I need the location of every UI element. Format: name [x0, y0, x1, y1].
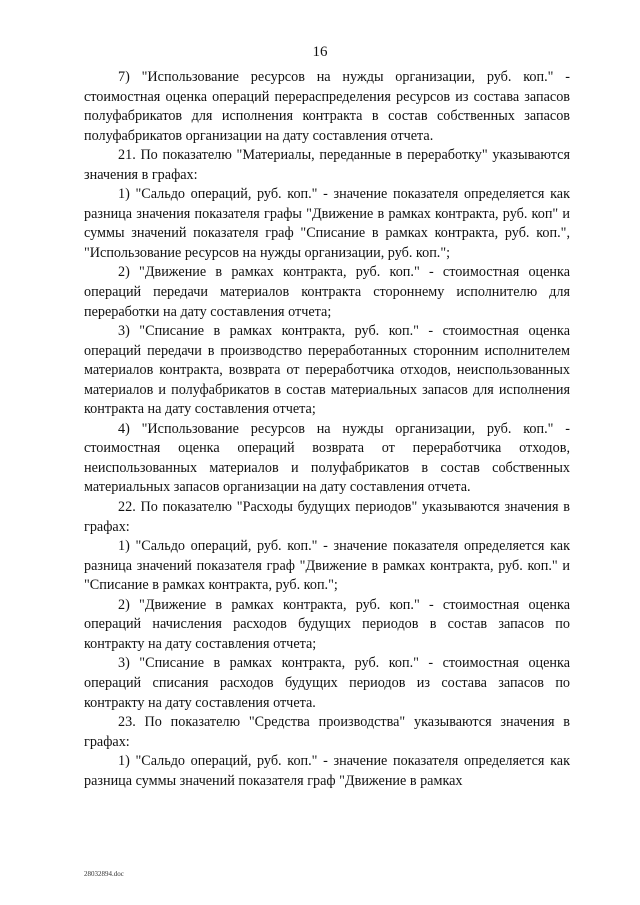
paragraph-21-item-4: 4) "Использование ресурсов на нужды организации, руб. коп." - стоимостная оценка операций возврата от переработчика отходов, неиспользованных материалов и полуфабрикатов в состав собственных материальных запасов организации на дату составления отчета.	[84, 420, 570, 496]
document-file-code: 28032894.doc	[84, 870, 124, 878]
paragraph-21-heading: 21. По показателю "Материалы, переданные в переработку" указываются значения в графах:	[84, 147, 570, 183]
paragraph-22-item-2: 2) "Движение в рамках контракта, руб. коп." - стоимостная оценка операций начисления расходов будущих периодов в состав запасов по контракту на дату составления отчета;	[84, 596, 570, 652]
page-number: 16	[312, 44, 328, 60]
paragraph-21-item-3: 3) "Списание в рамках контракта, руб. коп." - стоимостная оценка операций передачи в производство переработанных сторонним исполнителем материалов контракта, возврата от переработчика отходов, неиспользованных материалов и полуфабрикатов в состав материальных запасов для исполнения контракта на дату составления отчета;	[84, 323, 570, 418]
paragraph-item-7-resource-use: 7) "Использование ресурсов на нужды организации, руб. коп." - стоимостная оценка операций перераспределения ресурсов из состава запасов полуфабрикатов для исполнения контракта в состав собственных запасов полуфабрикатов организации на дату составления отчета.	[84, 69, 570, 144]
paragraph-21-item-1: 1) "Сальдо операций, руб. коп." - значение показателя определяется как разница значения показателя графы "Движение в рамках контракта, руб. коп" и суммы значений показателя граф "Списание в рамках контракта, руб. коп.", "Использование ресурсов на нужды организации, руб. коп.";	[84, 186, 570, 261]
paragraph-22-heading: 22. По показателю "Расходы будущих периодов" указываются значения в графах:	[84, 499, 570, 535]
paragraph-21-item-2: 2) "Движение в рамках контракта, руб. коп." - стоимостная оценка операций передачи материалов контракта стороннему исполнителю для переработки на дату составления отчета;	[84, 264, 570, 320]
paragraph-23-heading: 23. По показателю "Средства производства" указываются значения в графах:	[84, 714, 570, 750]
document-body	[84, 68, 570, 791]
paragraph-22-item-1: 1) "Сальдо операций, руб. коп." - значение показателя определяется как разница значений показателя граф "Движение в рамках контракта, руб. коп." и "Списание в рамках контракта, руб. коп.";	[84, 538, 570, 594]
paragraph-23-item-1: 1) "Сальдо операций, руб. коп." - значение показателя определяется как разница суммы значений показателя граф "Движение в рамках	[84, 753, 570, 789]
paragraph-22-item-3: 3) "Списание в рамках контракта, руб. коп." - стоимостная оценка операций списания расходов будущих периодов из состава запасов по контракту на дату составления отчета.	[84, 655, 570, 711]
